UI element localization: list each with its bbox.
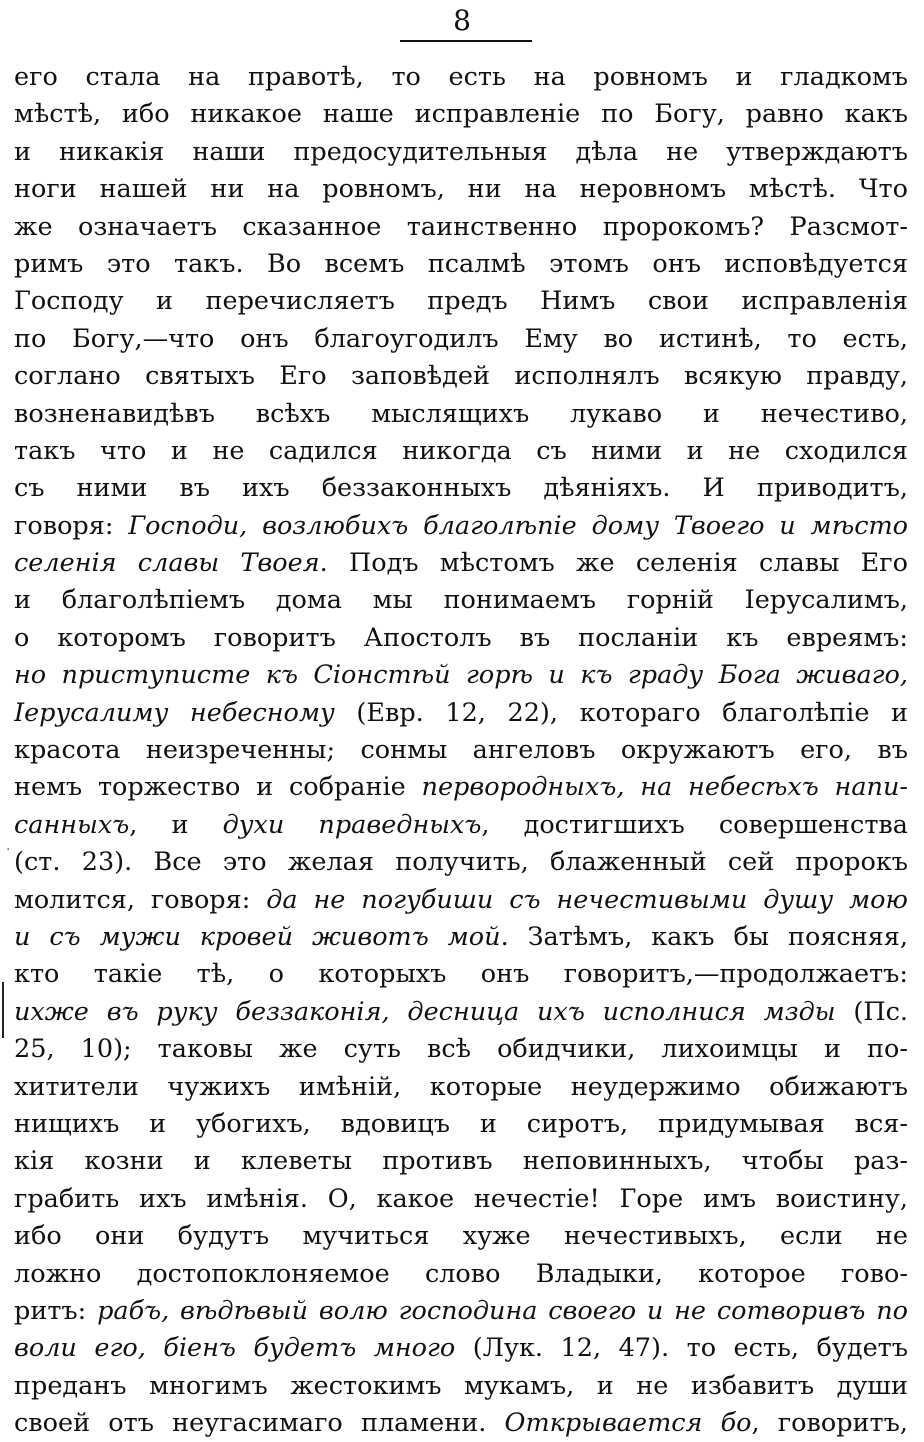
text-line <box>14 283 908 320</box>
text-segment: Господу и перечисляетъ предъ Нимъ свои исправленія <box>14 286 908 317</box>
text-line <box>14 657 908 694</box>
italic-quote: санныхъ <box>14 809 130 840</box>
text-line <box>14 96 908 133</box>
text-segment: грабить ихъ имѣнія. О, какое нечестіе! Горе имъ воистину, <box>14 1183 908 1214</box>
text-segment: ноги нашей ни на ровномъ, ни на неровномъ мѣстѣ. Что <box>14 174 908 205</box>
text-line <box>14 1143 908 1180</box>
text-line <box>14 769 908 806</box>
text-line <box>14 358 908 395</box>
text-segment: (Евр. 12, 22), котораго благолѣпіе и <box>334 697 908 728</box>
text-line <box>14 321 908 358</box>
text-segment: (Пс. <box>835 996 908 1027</box>
text-line <box>14 396 908 433</box>
italic-quote: селенія славы Твоея <box>14 548 320 579</box>
text-segment: . Затѣмъ, какъ бы поясняя, <box>500 921 908 952</box>
text-line <box>14 807 908 844</box>
text-line <box>14 1330 908 1367</box>
text-line <box>14 1181 908 1218</box>
text-line <box>14 246 908 283</box>
text-line <box>14 882 908 919</box>
text-line <box>14 695 908 732</box>
page-number: 8 <box>453 4 471 37</box>
text-line <box>14 545 908 582</box>
text-line <box>14 1405 908 1442</box>
text-line <box>14 732 908 769</box>
text-segment: ритъ: <box>14 1295 98 1326</box>
italic-quote: Открывается бо <box>504 1408 752 1439</box>
text-segment: римъ это такъ. Во всемъ псалмѣ этомъ онъ исповѣдуется <box>14 248 908 279</box>
text-segment: соглано святыхъ Его заповѣдей исполнялъ всякую правду, <box>14 361 908 392</box>
text-line <box>14 508 908 545</box>
text-segment: по Богу,—что онъ благоугодилъ Ему во истинѣ, то есть, <box>14 323 908 354</box>
text-segment: . Подъ мѣстомъ же селенія славы Его <box>319 548 908 579</box>
text-segment: преданъ многимъ жестокимъ мукамъ, и не избавитъ души <box>14 1370 908 1401</box>
text-line <box>14 470 908 507</box>
text-segment: (ст. 23). Все это желая получить, блаженный сей пророкъ <box>14 847 908 878</box>
text-segment: ложно достопоклоняемое слово Владыки, которое гово- <box>14 1258 908 1289</box>
italic-quote: Господи, возлюбихъ благолѣпіе дому Твоего и мѣсто <box>128 510 908 541</box>
text-segment: хитители чужихъ имѣній, которые неудержимо обижаютъ <box>14 1071 908 1102</box>
header-rule <box>400 40 532 42</box>
text-segment: и благолѣпіемъ дома мы понимаемъ горній Іерусалимъ, <box>14 585 908 616</box>
text-segment: , говоритъ, <box>751 1408 908 1439</box>
text-segment: о которомъ говоритъ Апостолъ въ посланіи къ евреямъ: <box>14 622 908 653</box>
text-segment: съ ними въ ихъ беззаконныхъ дѣяніяхъ. И приводитъ, <box>14 473 908 504</box>
italic-quote: первородныхъ, на небесѣхъ напи- <box>421 772 908 803</box>
text-segment: (Лук. 12, 47). то есть, будетъ <box>455 1333 908 1364</box>
text-line <box>14 134 908 171</box>
text-segment: ибо они будутъ мучиться хуже нечестивыхъ, если не <box>14 1221 908 1252</box>
italic-quote: рабъ, вѣдѣвый волю господина своего и не сотворивъ по <box>97 1295 908 1326</box>
text-segment: же означаетъ сказанное таинственно пророкомъ? Разсмот- <box>14 211 908 242</box>
text-line <box>14 59 908 96</box>
body-text <box>14 59 908 1442</box>
text-line <box>14 582 908 619</box>
italic-quote: но приступисте къ Сіонстѣй горѣ и къ граду Бога живаго, <box>14 660 908 691</box>
text-segment: кто такіе тѣ, о которыхъ онъ говоритъ,—продолжаетъ: <box>14 959 908 990</box>
text-line <box>14 1218 908 1255</box>
margin-bracket <box>2 982 10 1038</box>
text-line <box>14 620 908 657</box>
text-segment: и никакія наши предосудительныя дѣла не утверждаютъ <box>14 136 908 167</box>
text-line <box>14 209 908 246</box>
text-segment: своей отъ неугасимаго пламени. <box>14 1408 505 1439</box>
text-line <box>14 1069 908 1106</box>
italic-quote: и съ мужи кровей животъ мой <box>14 921 501 952</box>
italic-quote: ихже въ руку беззаконія, десница ихъ исполнися мзды <box>14 996 836 1027</box>
text-line <box>14 1368 908 1405</box>
italic-quote: да не погубиши съ нечестивыми душу мою <box>266 884 908 915</box>
text-segment: немъ торжество и собраніе <box>14 772 422 803</box>
text-segment: кія козни и клеветы противъ неповинныхъ, чтобы раз- <box>14 1146 908 1177</box>
text-line <box>14 956 908 993</box>
text-segment: возненавидѣвъ всѣхъ мыслящихъ лукаво и нечестиво, <box>14 398 908 429</box>
text-segment: , и <box>129 809 223 840</box>
text-line <box>14 994 908 1031</box>
text-line <box>14 844 908 881</box>
text-segment: говоря: <box>14 510 129 541</box>
text-line <box>14 171 908 208</box>
text-segment: нищихъ и убогихъ, вдовицъ и сиротъ, придумывая вся- <box>14 1108 908 1139</box>
text-line <box>14 1106 908 1143</box>
text-line <box>14 919 908 956</box>
text-segment: его стала на правотѣ, то есть на ровномъ и гладкомъ <box>14 62 908 92</box>
margin-mark: · <box>6 842 11 858</box>
italic-quote: духи праведныхъ <box>222 809 482 840</box>
italic-quote: Іерусалиму небесному <box>14 697 335 728</box>
text-line <box>14 433 908 470</box>
text-segment: такъ что и не садился никогда съ ними и не сходился <box>14 435 908 466</box>
text-line <box>14 1293 908 1330</box>
text-segment: 25, 10); таковы же суть всѣ обидчики, лихоимцы и по- <box>14 1034 908 1065</box>
text-segment: мѣстѣ, ибо никакое наше исправленіе по Богу, равно какъ <box>14 99 908 130</box>
text-segment: , достигшихъ совершенства <box>481 809 908 840</box>
text-segment: красота неизреченны; сонмы ангеловъ окружаютъ его, въ <box>14 735 908 766</box>
italic-quote: воли его, біенъ будетъ много <box>14 1333 456 1364</box>
text-segment: молится, говоря: <box>14 884 267 915</box>
text-line <box>14 1256 908 1293</box>
text-line <box>14 1031 908 1068</box>
